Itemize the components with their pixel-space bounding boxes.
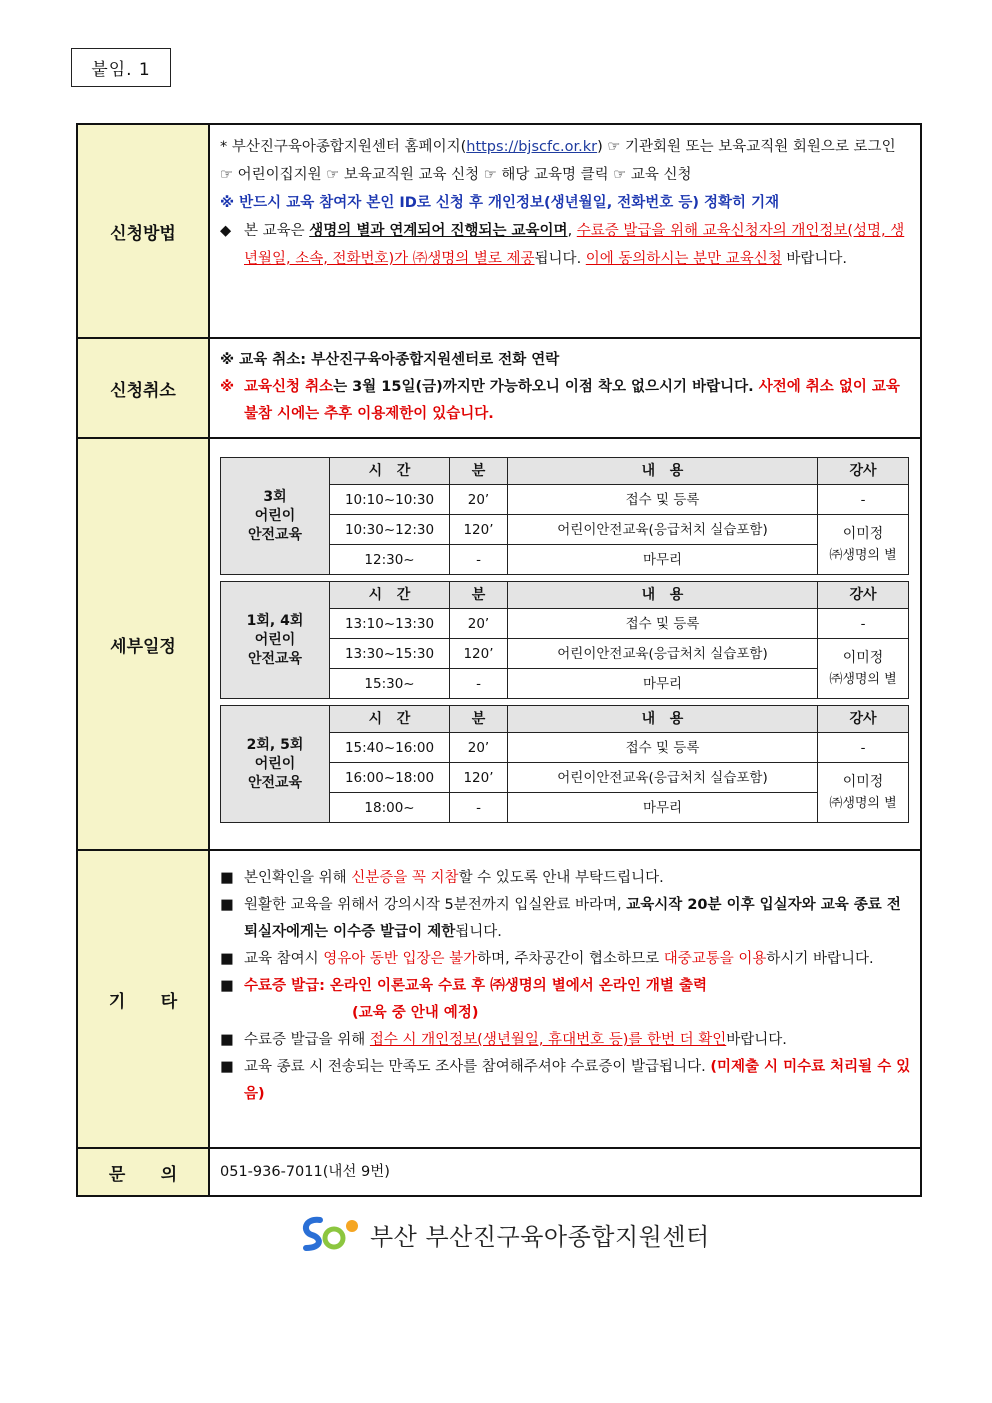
schedule-header-cell: 분 (450, 582, 508, 609)
method-line-2: ※ 반드시 교육 참여자 본인 ID로 신청 후 개인정보(생년월일, 전화번호 등) 정확히 기재 (220, 195, 780, 211)
schedule-content: 어린이안전교육(응급처치 실습포함) (508, 639, 818, 669)
schedule-minutes: 120’ (450, 763, 508, 793)
schedule-content: 마무리 (508, 793, 818, 823)
schedule-time: 15:40~16:00 (330, 733, 450, 763)
label-cancel: 신청취소 (77, 338, 209, 438)
schedule-content: 접수 및 등록 (508, 609, 818, 639)
schedule-gap (221, 699, 909, 706)
schedule-content: 마무리 (508, 669, 818, 699)
schedule-instructor (818, 639, 909, 699)
label-inquiry: 문 의 (77, 1148, 209, 1196)
schedule-content: 마무리 (508, 545, 818, 575)
schedule-time: 13:10~13:30 (330, 609, 450, 639)
session-name: 1회, 4회 어린이 안전교육 (221, 582, 330, 699)
schedule-header-cell: 내 용 (508, 582, 818, 609)
schedule-minutes: 120’ (450, 639, 508, 669)
schedule-time: 10:30~12:30 (330, 515, 450, 545)
etc-item-6: ■ 교육 종료 시 전송되는 만족도 조사를 참여해주셔야 수료증이 발급됩니다. (미제출 시 미수료 처리될 수 있음) (220, 1059, 911, 1102)
schedule-header-cell: 강사 (818, 706, 909, 733)
schedule-time: 12:30~ (330, 545, 450, 575)
schedule-minutes: - (450, 669, 508, 699)
schedule-header-cell: 분 (450, 706, 508, 733)
instructor-name: 이미정 (842, 525, 884, 542)
session-name: 3회 어린이 안전교육 (221, 458, 330, 575)
cancel-line-2: ※ 교육신청 취소는 3월 15일(금)까지만 가능하오니 이점 착오 없으시기 바랍니다. 사전에 취소 없이 교육 불참 시에는 추후 이용제한이 있습니다. (220, 379, 900, 422)
content-cancel (209, 338, 921, 438)
schedule-header-cell: 강사 (818, 582, 909, 609)
etc-item-3: ■ 교육 참여시 영유아 동반 입장은 불가하며, 주차공간이 협소하므로 대중교통을 이용하시기 바랍니다. (220, 951, 874, 967)
schedule-minutes: - (450, 545, 508, 575)
schedule-instructor (818, 763, 909, 823)
schedule-header-row (221, 458, 909, 485)
schedule-minutes: - (450, 793, 508, 823)
schedule-content: 접수 및 등록 (508, 733, 818, 763)
row-method (77, 124, 921, 338)
etc-item-2: ■ 원활한 교육을 위해서 강의시작 5분전까지 입실완료 바라며, 교육시작 20분 이후 입실자와 교육 종료 전 퇴실자에게는 이수증 발급이 제한됩니다. (220, 897, 901, 940)
label-etc: 기 타 (77, 850, 209, 1148)
instructor-name: 이미정 (842, 773, 884, 790)
schedule-instructor: - (818, 609, 909, 639)
schedule-header-cell: 내 용 (508, 706, 818, 733)
schedule-instructor: - (818, 733, 909, 763)
etc-item-1: ■ 본인확인을 위해 신분증을 꼭 지참할 수 있도록 안내 부탁드립니다. (220, 870, 664, 886)
center-logo-icon (298, 1214, 362, 1254)
row-schedule (77, 438, 921, 850)
etc-item-5: ■ 수료증 발급을 위해 접수 시 개인정보(생년월일, 휴대번호 등)를 한번 더 확인바랍니다. (220, 1032, 787, 1048)
method-line-1: * 부산진구육아종합지원센터 홈페이지(https://bjscfc.or.kr) ☞ 기관회원 또는 보육교직원 회원으로 로그인 ☞ 어린이집지원 ☞ 보육교직원 교육 신청 ☞ 해당 교육명 클릭 ☞ 교육 신청 (220, 139, 896, 183)
content-etc (209, 850, 921, 1148)
schedule-header-cell: 강사 (818, 458, 909, 485)
etc-item-4: ■ 수료증 발급: 온라인 이론교육 수료 후 ㈜생명의 별에서 온라인 개별 출력 (교육 중 안내 예정) (220, 978, 707, 1021)
schedule-header-cell: 분 (450, 458, 508, 485)
schedule-time: 18:00~ (330, 793, 450, 823)
content-schedule (209, 438, 921, 850)
schedule-header-cell: 내 용 (508, 458, 818, 485)
schedule-time: 16:00~18:00 (330, 763, 450, 793)
row-inquiry (77, 1148, 921, 1196)
label-method: 신청방법 (77, 124, 209, 338)
instructor-org: ㈜생명의 별 (829, 547, 897, 563)
schedule-gap (221, 575, 909, 582)
center-logo-text: 부산 부산진구육아종합지원센터 (370, 1222, 710, 1251)
attachment-label: 붙임. 1 (71, 48, 171, 87)
schedule-instructor: - (818, 485, 909, 515)
schedule-content: 어린이안전교육(응급처치 실습포함) (508, 515, 818, 545)
center-logo (298, 1212, 718, 1256)
schedule-time: 10:10~10:30 (330, 485, 450, 515)
schedule-minutes: 120’ (450, 515, 508, 545)
schedule-header-cell: 시 간 (330, 706, 450, 733)
schedule-minutes: 20’ (450, 485, 508, 515)
instructor-org: ㈜생명의 별 (829, 795, 897, 811)
schedule-time: 15:30~ (330, 669, 450, 699)
label-schedule: 세부일정 (77, 438, 209, 850)
schedule-time: 13:30~15:30 (330, 639, 450, 669)
cancel-line-1: ※ 교육 취소: 부산진구육아종합지원센터로 전화 연락 (220, 352, 560, 368)
schedule-content: 접수 및 등록 (508, 485, 818, 515)
row-etc (77, 850, 921, 1148)
schedule-content: 어린이안전교육(응급처치 실습포함) (508, 763, 818, 793)
content-method (209, 124, 921, 338)
schedule-header-row (221, 582, 909, 609)
instructor-name: 이미정 (842, 649, 884, 666)
row-cancel (77, 338, 921, 438)
info-table (76, 123, 922, 1197)
schedule-header-cell: 시 간 (330, 458, 450, 485)
schedule-header-cell: 시 간 (330, 582, 450, 609)
contact-phone: 051-936-7011(내선 9번) (209, 1148, 921, 1196)
schedule-table (220, 457, 909, 823)
schedule-minutes: 20’ (450, 733, 508, 763)
method-line-3: ◆ 본 교육은 생명의 별과 연계되어 진행되는 교육이며, 수료증 발급을 위해 교육신청자의 개인정보(성명, 생년월일, 소속, 전화번호)가 ㈜생명의 별로 제공됩니다. 이에 동의하시는 분만 교육신청 바랍니다. (220, 223, 905, 267)
schedule-minutes: 20’ (450, 609, 508, 639)
schedule-header-row (221, 706, 909, 733)
session-name: 2회, 5회 어린이 안전교육 (221, 706, 330, 823)
schedule-instructor (818, 515, 909, 575)
homepage-link[interactable]: https://bjscfc.or.kr (466, 139, 598, 155)
instructor-org: ㈜생명의 별 (829, 671, 897, 687)
